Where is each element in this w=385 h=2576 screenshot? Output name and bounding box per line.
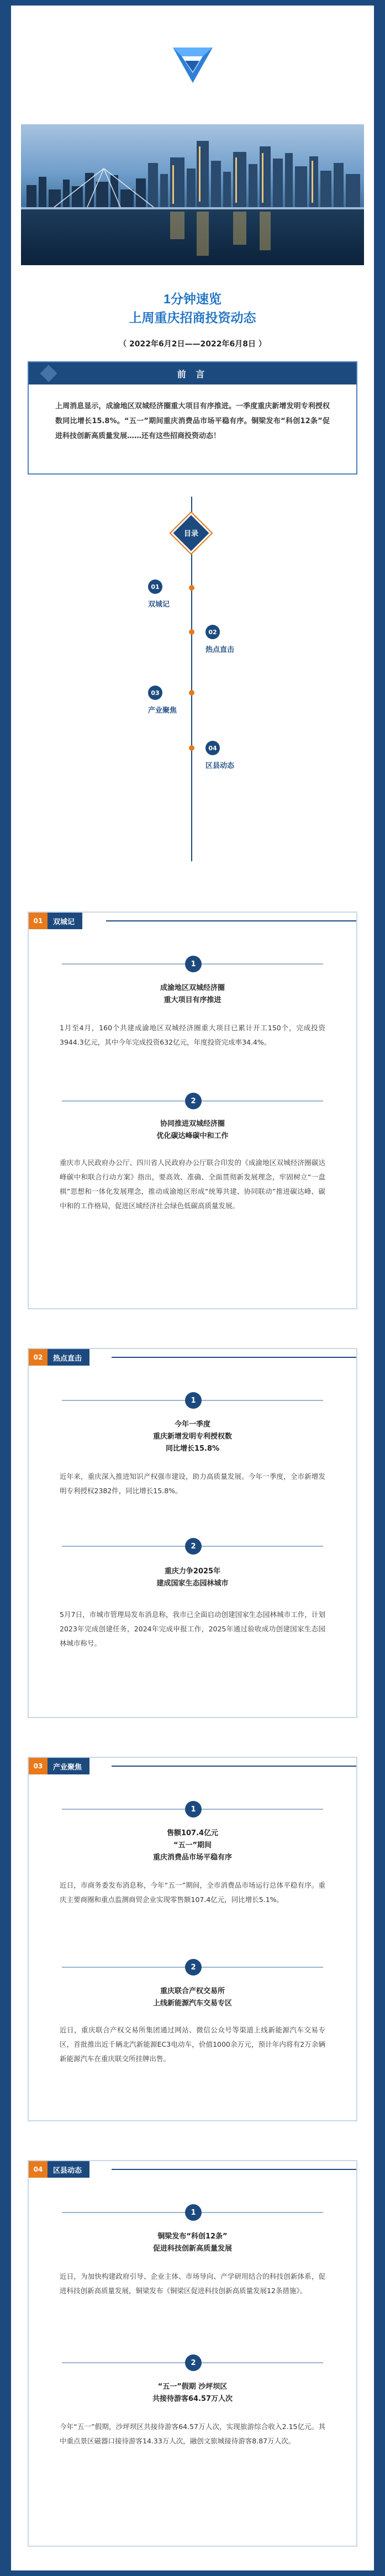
- item-number: 1: [185, 1801, 202, 1818]
- toc-item-2[interactable]: [205, 625, 234, 654]
- section-tab: [29, 1349, 89, 1366]
- item-text: 近日，市商务委发布消息称，今年“五一”期间，全市消费品市场运行总体平稳有序。重庆主要商圈和重点监测商贸企业实现零售额107.4亿元，同比增长5.1%。: [60, 1881, 325, 1904]
- toc-item-3[interactable]: [148, 686, 177, 715]
- section-tab: [29, 913, 82, 929]
- item-number: 1: [185, 2204, 202, 2221]
- toc-item-number: 04: [205, 741, 220, 755]
- item-number: 1: [185, 956, 202, 972]
- toc-item-1[interactable]: [148, 580, 170, 609]
- section-tab: [29, 1758, 89, 1774]
- toc-item-number: 01: [148, 580, 162, 594]
- item-text: 近日，重庆联合产权交易所集团通过网站、微信公众号等渠道上线新能源汽车交易专区，首批推出近千辆北汽新能源EC3电动车，价值1000余万元，预计年内将有2万余辆新能源汽车在重庆联交所挂牌出售。: [60, 2026, 325, 2063]
- item-text: 1月至4月，160个共建成渝地区双城经济圈重大项目已累计开工150个，完成投资3944.3亿元，其中今年完成投资632亿元，年度投资完成率34.4%。: [60, 1024, 325, 1046]
- foreword-header: [29, 362, 356, 384]
- toc-item-4[interactable]: [205, 741, 234, 770]
- section-01: [28, 912, 357, 1309]
- city-skyline-banner: [21, 124, 364, 265]
- foreword-box: [28, 361, 357, 475]
- section-rule: [106, 920, 356, 921]
- section-label: 产业聚焦: [53, 1763, 82, 1772]
- section-03: [28, 1757, 357, 2121]
- section-rule: [112, 1766, 356, 1767]
- toc-dot: [189, 585, 194, 591]
- section-02: [28, 1348, 357, 1718]
- toc-dot: [189, 629, 194, 635]
- toc-dot: [189, 745, 194, 751]
- triangle-logo-icon: [171, 45, 215, 85]
- item-title: 协同推进双城经济圈 优化碳达峰碳中和工作: [156, 1120, 229, 1140]
- item-number: 2: [185, 1093, 202, 1109]
- toc-item-label: 产业聚焦: [148, 707, 177, 715]
- toc-item-label: 区县动态: [205, 762, 235, 770]
- item-title: 售额107.4亿元 “五一”期间 重庆消费品市场平稳有序: [152, 1829, 232, 1862]
- item-text: 近日，为加快构建政府引导、企业主体、市场导向、产学研用结合的科技创新体系，促进科技创新高质量发展，铜梁发布《铜梁区促进科技创新高质量发展12条措施》。: [60, 2272, 325, 2295]
- date-range: （ 2022年6月2日——2022年6月8日 ）: [119, 340, 266, 349]
- item-number: 2: [185, 1959, 202, 1976]
- section-04: [28, 2160, 357, 2547]
- page-title-line1: 1分钟速览: [164, 292, 221, 306]
- item-text: 近年来，重庆深入推进知识产权强市建设，助力高质量发展。今年一季度，全市新增发明专利授权2382件，同比增长15.8%。: [60, 1472, 325, 1495]
- item-number: 2: [185, 2354, 202, 2371]
- item-title: 重庆力争2025年 建成国家生态园林城市: [156, 1567, 229, 1588]
- item-title: 今年一季度 重庆新增发明专利授权数 同比增长15.8%: [152, 1420, 232, 1453]
- foreword-label: 前 言: [177, 368, 208, 380]
- item-title: 成渝地区双城经济圈 重大项目有序推进: [160, 984, 225, 1004]
- toc-item-label: 双城记: [148, 600, 170, 609]
- item-number: 1: [185, 1392, 202, 1409]
- section-number: 04: [29, 2161, 48, 2178]
- toc-item-number: 02: [205, 625, 220, 639]
- item-title: “五一”假期 沙坪坝区 共接待游客64.57万人次: [152, 2383, 233, 2403]
- table-of-contents: [11, 475, 374, 872]
- title-block: [11, 289, 374, 349]
- section-rule: [112, 2169, 356, 2170]
- page-title-line2: 上周重庆招商投资动态: [129, 310, 256, 325]
- toc-item-number: 03: [148, 686, 162, 700]
- section-tab: [29, 2161, 89, 2178]
- section-rule: [112, 1357, 356, 1358]
- article-page: [11, 6, 374, 2570]
- item-title: 重庆联合产权交易所 上线新能源汽车交易专区: [152, 1987, 232, 2008]
- section-label: 区县动态: [53, 2166, 82, 2175]
- toc-item-label: 热点直击: [205, 646, 235, 654]
- section-label: 双城记: [53, 918, 75, 926]
- toc-dot: [189, 690, 194, 696]
- section-number: 01: [29, 913, 48, 929]
- item-text: 重庆市人民政府办公厅、四川省人民政府办公厅联合印发的《成渝地区双城经济圈碳达峰碳中和联合行动方案》指出，要高效、准确、全面贯彻新发展理念，牢固树立“一盘棋”思想和一体化发展理念，推动成渝地区形成“统筹共建、协同联动”推进碳达峰、碳中和的工作格局，促进区域经济社会绿色低碳高质量发展。: [60, 1158, 325, 1210]
- section-label: 热点直击: [53, 1354, 82, 1363]
- section-number: 02: [29, 1349, 48, 1366]
- item-number: 2: [185, 1538, 202, 1555]
- item-text: 今年“五一”假期，沙坪坝区共接待游客64.57万人次，实现旅游综合收入2.15亿元。其中重点景区磁器口接待游客14.33万人次，融创文旅城接待游客8.87万人次。: [60, 2422, 325, 2445]
- toc-label: 目录: [183, 530, 198, 538]
- toc-badge: [171, 513, 211, 553]
- foreword-text: 上周消息显示，成渝地区双城经济圈重大项目有序推进。一季度重庆新增发明专利授权数同比增长15.8%。“五一”期间重庆消费品市场平稳有序。铜梁发布“科创12条”促进科技创新高质量发展……还有这些招商投资动态！: [55, 402, 330, 440]
- logo-area: [11, 6, 374, 124]
- item-title: 铜梁发布“科创12条” 促进科技创新高质量发展: [152, 2232, 232, 2253]
- section-number: 03: [29, 1758, 48, 1774]
- item-text: 5月7日，市城市管理局发布消息称，我市已全面启动创建国家生态园林城市工作，计划2023年完成创建任务，2024年完成申报工作，2025年通过验收成功创建国家生态园林城市称号。: [60, 1610, 325, 1647]
